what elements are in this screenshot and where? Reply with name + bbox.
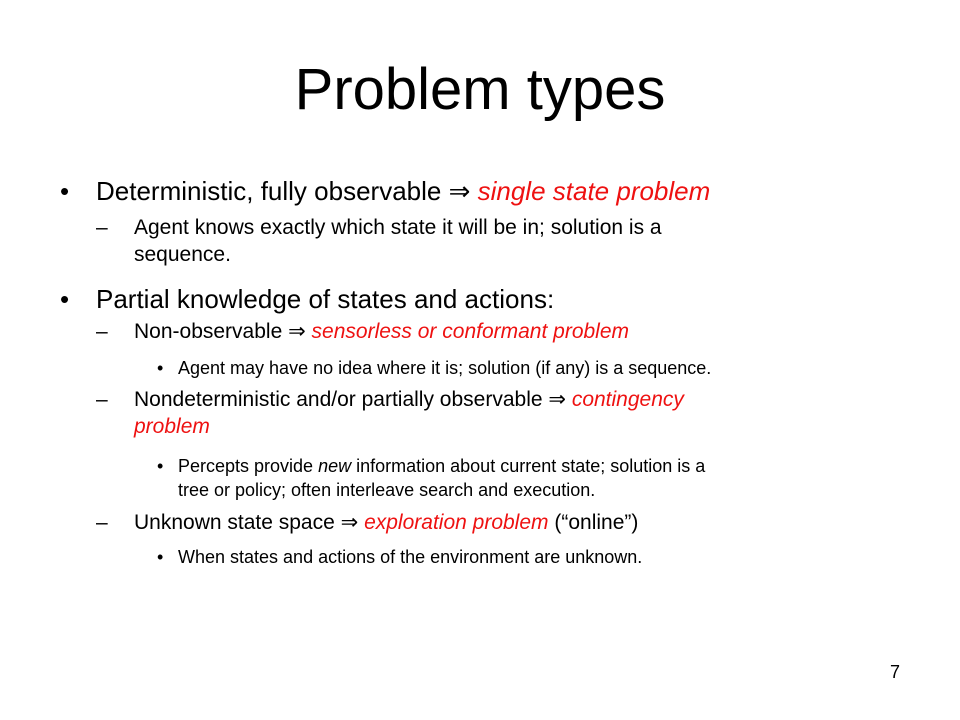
detail-bullet-marker: • [157,456,164,476]
sub-bullet-line: Agent knows exactly which state it will be in; solution is a [134,216,662,239]
page-number: 7 [889,662,900,682]
sub-bullet-unknown-state-space [134,509,638,536]
implies-arrow-icon: ⇒ [448,177,471,207]
bullet-partial-knowledge: Partial knowledge of states and actions: [96,284,555,314]
problem-type-label: single state problem [477,176,711,206]
problem-type-label: sensorless or conformant problem [311,320,630,343]
detail-line: Agent may have no idea where it is; solution (if any) is a sequence. [178,358,712,378]
detail-text: Percepts provide [178,456,319,476]
sub-bullet-text: Unknown state space [134,511,341,534]
detail-line: tree or policy; often interleave search and execution. [178,480,596,500]
slide-title: Problem types [294,57,666,122]
implies-arrow-icon: ⇒ [288,319,306,343]
detail-line: When states and actions of the environment are unknown. [178,547,643,567]
problem-type-label: contingency [571,388,684,411]
detail-bullet-marker: • [157,547,164,567]
problem-type-label-continued: problem [134,415,210,438]
sub-bullet-line: sequence. [134,243,231,266]
implies-arrow-icon: ⇒ [340,510,359,534]
sub-bullet-text: (“online”) [548,511,639,534]
bullet-deterministic [96,175,710,208]
bullet-text: Deterministic, fully observable [96,176,449,206]
dash-marker: – [96,320,108,343]
problem-type-label: exploration problem [364,511,549,534]
dash-marker: – [96,216,108,239]
dash-marker: – [96,388,108,411]
bullet-marker: • [60,284,70,314]
dash-marker: – [96,511,108,534]
sub-bullet-non-observable [134,318,629,345]
detail-bullet-marker: • [157,358,164,378]
detail-emphasis: new [318,456,352,476]
detail-line [178,454,705,478]
implies-arrow-icon: ⇒ [548,387,566,411]
sub-bullet-text: Non-observable [134,320,289,343]
detail-text: information about current state; solution is a [351,456,706,476]
sub-bullet-nondeterministic [134,386,684,413]
bullet-marker: • [60,176,70,206]
sub-bullet-text: Nondeterministic and/or partially observable [134,388,549,411]
